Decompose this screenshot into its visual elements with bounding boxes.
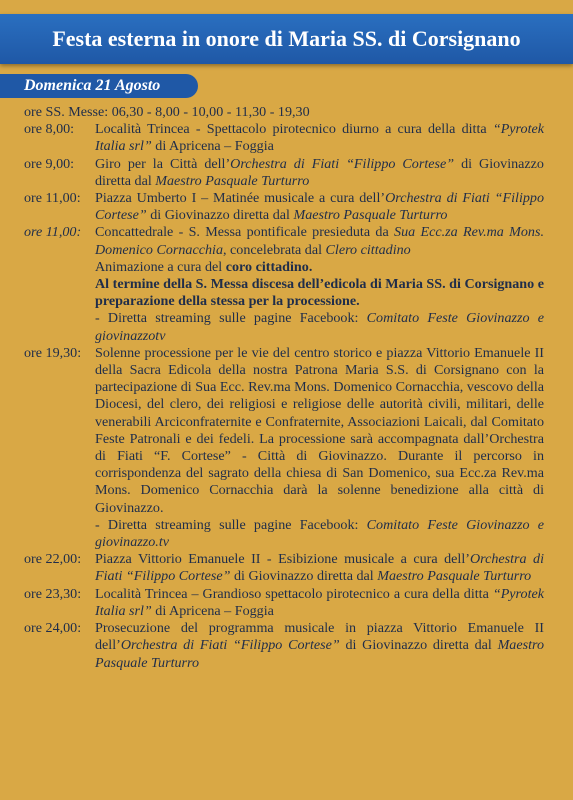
event-text: di Giovinazzo diretta dal (146, 207, 294, 224)
event-text-italic: Orchestra di Fiati “Filippo Cortese” (95, 190, 544, 224)
event-text: di Apricena – Foggia (151, 138, 274, 155)
day-tab (0, 74, 198, 98)
event-text-italic: Orchestra di Fiati “Filippo Cortese” (120, 637, 340, 654)
event-description (95, 586, 544, 620)
event-time: ore 22,00: (24, 551, 82, 568)
schedule (24, 104, 544, 672)
event-row (24, 586, 544, 620)
event-time: ore 19,30: (24, 344, 82, 361)
event-text: Località Trincea - Spettacolo pirotecnico diurno a cura della ditta (95, 121, 493, 138)
event-time: ore 11,00: (24, 190, 81, 207)
event-text-italic: Maestro Pasquale Turturro (293, 207, 448, 224)
event-description (95, 551, 544, 585)
event-row (24, 345, 544, 551)
event-text: Piazza Vittorio Emanuele II - Esibizione musicale a cura dell’ (95, 551, 470, 568)
event-paragraph (95, 259, 544, 276)
event-paragraph (95, 310, 544, 344)
event-time: ore 11,00: (24, 224, 82, 241)
event-text: di Giovinazzo diretta dal (95, 155, 544, 189)
event-text: - Diretta streaming sulle pagine Facebook: (95, 516, 367, 533)
event-text: - Diretta streaming sulle pagine Facebook: (95, 310, 367, 327)
event-text: Prosecuzione del programma musicale in piazza Vittorio Emanuele II dell’ (95, 620, 544, 654)
event-text-italic: Maestro Pasquale Turturro (377, 568, 532, 585)
event-text-bold: coro cittadino. (225, 258, 313, 275)
event-text-italic: Comitato Feste Giovinazzo e giovinazzotv (95, 310, 544, 344)
event-row (24, 156, 544, 190)
event-description (95, 190, 544, 224)
event-row (24, 551, 544, 585)
event-description (95, 620, 544, 672)
day-label: Domenica 21 Agosto (24, 77, 161, 94)
event-text-italic: Comitato Feste Giovinazzo e giovinazzo.tv (95, 516, 544, 551)
event-time: ore 9,00: (24, 155, 75, 172)
event-description (95, 345, 544, 551)
event-paragraph (95, 224, 544, 258)
event-paragraph (95, 517, 544, 551)
event-text: di Giovinazzo diretta dal (230, 568, 378, 585)
event-row (24, 121, 544, 155)
event-paragraph-bold: Al termine della S. Messa discesa dell’edicola di Maria SS. di Corsignano e preparazione della stessa per la processione. (95, 276, 544, 310)
event-text: Piazza Umberto I – Matinée musicale a cura dell’ (95, 190, 386, 207)
event-time: ore 23,30: (24, 585, 82, 602)
event-text-italic: Maestro Pasquale Turturro (95, 637, 545, 671)
event-text: Animazione a cura del (95, 258, 226, 275)
event-text: Località Trincea – Grandioso spettacolo pirotecnico a cura della ditta (95, 585, 493, 602)
event-text: di Giovinazzo diretta dal (339, 637, 498, 654)
event-row (24, 224, 544, 344)
event-text-italic: Orchestra di Fiati “Filippo Cortese” (95, 551, 545, 585)
event-paragraph: Solenne processione per le vie del centro storico e piazza Vittorio Emanuele II della Sacra Edicola della nostra Patrona Maria S.S. di Corsignano con la partecipazione di Sua Ecc. Rev.ma Mons. Domenico Cornacchia, vescovo della Diocesi, del clero, dei religiosi e religiose delle autorità civili, militari, delle venerabili Arciconfraternite e Confraternite, Associazioni Laicali, dal Comitato Feste Patronali e dei fedeli. La processione sarà accompagnata dall’Orchestra di Fiati “F. Cortese” - Città di Giovinazzo. Durante il percorso in corrispondenza del sagrato della chiesa di San Domenico, sua Ecc.za Rev.ma Mons. Domenico Cornacchia darà la solenne benedizione alla città di Giovinazzo. (95, 344, 544, 516)
event-time: ore 24,00: (24, 620, 82, 637)
event-description (95, 156, 544, 190)
event-text-italic: Clero cittadino (325, 241, 411, 258)
event-text: , concelebrata dal (223, 241, 326, 258)
masses-line: ore SS. Messe: 06,30 - 8,00 - 10,00 - 11,30 - 19,30 (24, 104, 310, 120)
event-description (95, 224, 544, 344)
page-title: Festa esterna in onore di Maria SS. di Corsignano (52, 26, 521, 51)
event-text-italic: “Pyrotek Italia srl” (95, 585, 544, 619)
event-row (24, 190, 544, 224)
event-row (24, 620, 544, 672)
event-text-italic: Maestro Pasquale Turturro (155, 172, 310, 189)
event-time: ore 8,00: (24, 121, 75, 138)
title-banner (0, 14, 573, 64)
event-text-italic: Sua Ecc.za Rev.ma Mons. Domenico Cornacchia (95, 224, 544, 258)
event-text: Concattedrale - S. Messa pontificale presieduta da (95, 224, 395, 241)
event-text: di Apricena – Foggia (151, 602, 274, 619)
event-text: Giro per la Città dell’ (95, 155, 231, 172)
event-text-italic: Orchestra di Fiati “Filippo Cortese” (230, 155, 455, 172)
event-text-italic: “Pyrotek Italia srl” (95, 121, 544, 155)
event-description (95, 121, 544, 155)
